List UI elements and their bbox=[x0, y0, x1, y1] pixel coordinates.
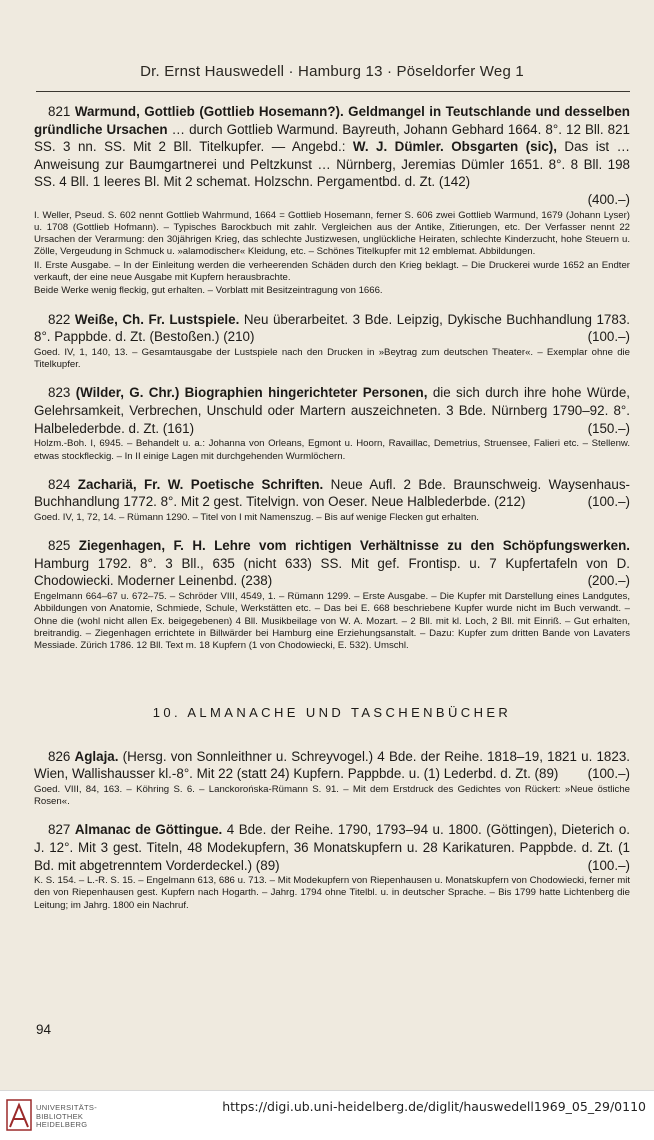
entry-title: Warmund, Gottlieb (Gottlieb Hosemann?). Geldmangel in Teutschlande und desselben gründliche Ursachen bbox=[34, 104, 630, 137]
catalog-entry bbox=[34, 476, 630, 524]
entry-note: II. Erste Ausgabe. – In der Einleitung werden die verheerenden Schäden durch den Krieg beklagt. – Die Druckerei wurde 1652 an Endter verkauft, der eine neue Ausgabe mit Kupfern herausbrachte. bbox=[34, 259, 630, 284]
entry-title: Ziegenhagen, F. H. Lehre vom richtigen Verhältnisse zu den Schöpfungswerken. bbox=[78, 538, 630, 554]
permalink-url[interactable]: https://digi.ub.uni-heidelberg.de/diglit/hauswedell1969_05_29/0110 bbox=[222, 1099, 646, 1114]
entry-text: 824 Zachariä, Fr. W. Poetische Schriften. Neue Aufl. 2 Bde. Braunschweig. Waysenhaus-Buchhandlung 1772. 8°. Mit 2 gest. Titelvign. von Oeser. Neue Halblederbde. (212) bbox=[34, 476, 630, 510]
viewer-footer bbox=[0, 1090, 654, 1140]
entry-text: 826 Aglaja. (Hersg. von Sonnleithner u. Schreyvogel.) 4 Bde. der Reihe. 1818–19, 1821 u. 1823. Wien, Wallishausser kl.-8°. Mit 22 (statt 24) Kupfern. Pappbde. u. (1) Lederbd. d. Zt. (89) bbox=[34, 748, 630, 782]
entry-number: 824 bbox=[48, 476, 71, 492]
entry-price: (150.–) bbox=[587, 420, 630, 436]
catalog-entry bbox=[34, 748, 630, 809]
entry-title: Zachariä, Fr. W. Poetische Schriften. bbox=[77, 476, 324, 492]
catalog-entry bbox=[34, 384, 630, 462]
entry-note: Goed. VIII, 84, 163. – Köhring S. 6. – Lanckorońska-Rümann S. 91. – Mit dem Erstdruck des Gedichtes von Rückert: »Neue östliche Rosen«. bbox=[34, 783, 630, 808]
entry-price: (100.–) bbox=[587, 494, 630, 510]
entry-note: K. S. 154. – L.-R. S. 15. – Engelmann 613, 686 u. 713. – Mit Modekupfern von Riepenhausen u. Monatskupfern von Chodowiecki, ferner mit den von Riepenhausen gest. Kupfern nach Hogarth. – Jahrg. 1794 ohne Titelbl. u. in deutscher Sprache. – Bis 1799 hatte Lichtenberg die Leitung; im Jahrg. 1800 ein Nachruf. bbox=[34, 875, 630, 911]
entry-text: 822 Weiße, Ch. Fr. Lustspiele. Neu überarbeitet. 3 Bde. Leipzig, Dykische Buchhandlung 1783. 8°. Pappbde. d. Zt. (Bestoßen.) (210) bbox=[34, 311, 630, 345]
entry-text: 821 Warmund, Gottlieb (Gottlieb Hosemann?). Geldmangel in Teutschlande und desselben gründliche Ursachen … durch Gottlieb Warmund. Bayreuth, Johann Gebhard 1664. 8°. 12 Bll. 821 SS. 3 nn. SS. Mit 2 Bll. Titelkupfer. — Angebd.: W. J. Dümler. Obsgarten (sic), Das ist … Anweisung zur Baumgartnerei und Peltzkunst … Nürnberg, Jeremias Dümler 1651. 8°. 8 Bll. 198 SS. 4 Bll. 1 leeres Bl. Mit 2 schemat. Holzschn. Pergamentbd. d. Zt. (142) bbox=[34, 104, 631, 190]
catalog-entry bbox=[34, 103, 630, 298]
entry-note: Goed. IV, 1, 72, 14. – Rümann 1290. – Titel von I mit Namenszug. – Bis auf wenige Flecken gut erhalten. bbox=[34, 511, 479, 523]
entry-price: (100.–) bbox=[587, 857, 630, 873]
page-number: 94 bbox=[36, 1022, 52, 1037]
university-library-logo-icon bbox=[6, 1099, 32, 1131]
entry-number: 825 bbox=[48, 538, 71, 554]
section-title: 10. ALMANACHE UND TASCHENBÜCHER bbox=[152, 704, 512, 720]
entry-price: (100.–) bbox=[587, 766, 630, 782]
page-content bbox=[34, 103, 630, 925]
library-name: UNIVERSITÄTS- BIBLIOTHEK HEIDELBERG bbox=[36, 1103, 97, 1129]
page-header: Dr. Ernst Hauswedell · Hamburg 13 · Pöseldorfer Weg 1 bbox=[140, 63, 524, 80]
entry-price: (200.–) bbox=[587, 573, 630, 589]
entry-note: Beide Werke wenig fleckig, gut erhalten. – Vorblatt mit Besitzeintragung von 1666. bbox=[34, 285, 383, 297]
entry-note: Goed. IV, 1, 140, 13. – Gesamtausgabe der Lustspiele nach den Drucken in »Beytrag zum deutschen Theater«. – Exemplar ohne die Titelkupfer. bbox=[34, 346, 630, 371]
entry-note: Holzm.-Boh. I, 6945. – Behandelt u. a.: Johanna von Orleans, Egmont u. Hoorn, Ravaillac, Demetrius, Struensee, Falieri etc. – Stellenw. etwas stockfleckig. – In II einige Lagen mit durchgehenden Wurmlöchern. bbox=[34, 438, 630, 462]
entry-note: I. Weller, Pseud. S. 602 nennt Gottlieb Wahrmund, 1664 = Gottlieb Hosemann, ferner S. 606 zwei Gottlieb Warmund, 1679 (Johann Lyser) u. 1708 (Gottlieb Hofmann). – Typisches Barockbuch mit zahlr. Vergleichen aus der Antike, Zitierungen, etc. Der Verfasser nennt 22 Ursachen der Verarmung: den 30jährigen Krieg, das schlechte Justizwesen, unglückliche Heiraten, schlechte Kinderzucht, hohe Steuern u. Zölle, Vergeudung in Schmuck u. »alamodischer« Kleidung, etc. – Schönes Titelkupfer mit 12 emblemat. Abbildungen. bbox=[34, 209, 630, 258]
entry-number: 822 bbox=[48, 311, 71, 327]
entry-title-secondary: W. J. Dümler. Obsgarten (sic), bbox=[352, 139, 557, 155]
catalog-entry bbox=[34, 821, 630, 912]
entry-text: 827 Almanac de Göttingue. 4 Bde. der Reihe. 1790, 1793–94 u. 1800. (Göttingen), Dieterich o. J. 12°. Mit 3 gest. Titeln, 48 Modekupfern, 36 Monatskupfern u. 28 Karikaturen. Pappbde. d. Zt. (1 Bd. mit abgetrenntem Vorderdeckel.) (89) bbox=[34, 822, 630, 873]
entry-title: Weiße, Ch. Fr. Lustspiele. bbox=[74, 311, 240, 327]
entry-number: 826 bbox=[48, 748, 71, 764]
entry-price: (400.–) bbox=[587, 191, 630, 207]
header-rule bbox=[36, 91, 630, 92]
entry-number: 821 bbox=[48, 104, 71, 119]
entry-note: Engelmann 664–67 u. 672–75. – Schröder VIII, 4549, 1. – Rümann 1299. – Erste Ausgabe. – Die Kupfer mit Darstellung eines Landgutes, Abbildungen von Anatomie, Schmiede, Schule, Werkstätten etc. – Das bei E. 668 beschriebene Kupfer wurde nicht im Buch verwandt. – Ohne die (wohl nicht allen Ex. beigegebenen) 4 Bll. Musikbeilage von W. A. Mozart. – 2 Bll. mit kl. Loch, 2 Bll. mit Einriß. – Gut erhalten, breitrandig. – Ziegenhagen errichtete in Billwärder bei Hamburg eine Erziehungsanstalt. – Dazu: Kupfer zum dritten Bande von Lavaters Messiade. Zürich 1786. 12 Bll. Text m. 18 Kupfern (1 von Chodowiecki, E. 532). Umschl. bbox=[34, 591, 630, 652]
entry-text: 823 (Wilder, G. Chr.) Biographien hingerichteter Personen, die sich durch ihre hohe Würde, Gelehrsamkeit, Verbrechen, Unschuld oder Martern auszeichneten. 3 Bde. Nürnberg 1790–92. 8°. Halbelederbde. d. Zt. (161) bbox=[34, 385, 631, 436]
entry-title: Aglaja. bbox=[74, 748, 119, 764]
entry-number: 827 bbox=[48, 822, 71, 838]
entry-title: Almanac de Göttingue. bbox=[74, 822, 223, 838]
entry-text: 825 Ziegenhagen, F. H. Lehre vom richtigen Verhältnisse zu den Schöpfungswerken. Hamburg 1792. 8°. 3 Bll., 635 (nicht 633) SS. Mit gef. Frontisp. u. 7 Kupfertafeln von D. Chodowiecki. Moderner Leinenbd. (238) bbox=[34, 538, 630, 589]
catalog-entry bbox=[34, 311, 630, 372]
entry-number: 823 bbox=[48, 385, 71, 401]
catalog-entry bbox=[34, 537, 630, 652]
entry-price: (100.–) bbox=[587, 329, 630, 345]
entry-title: (Wilder, G. Chr.) Biographien hingerichteter Personen, bbox=[75, 385, 428, 401]
